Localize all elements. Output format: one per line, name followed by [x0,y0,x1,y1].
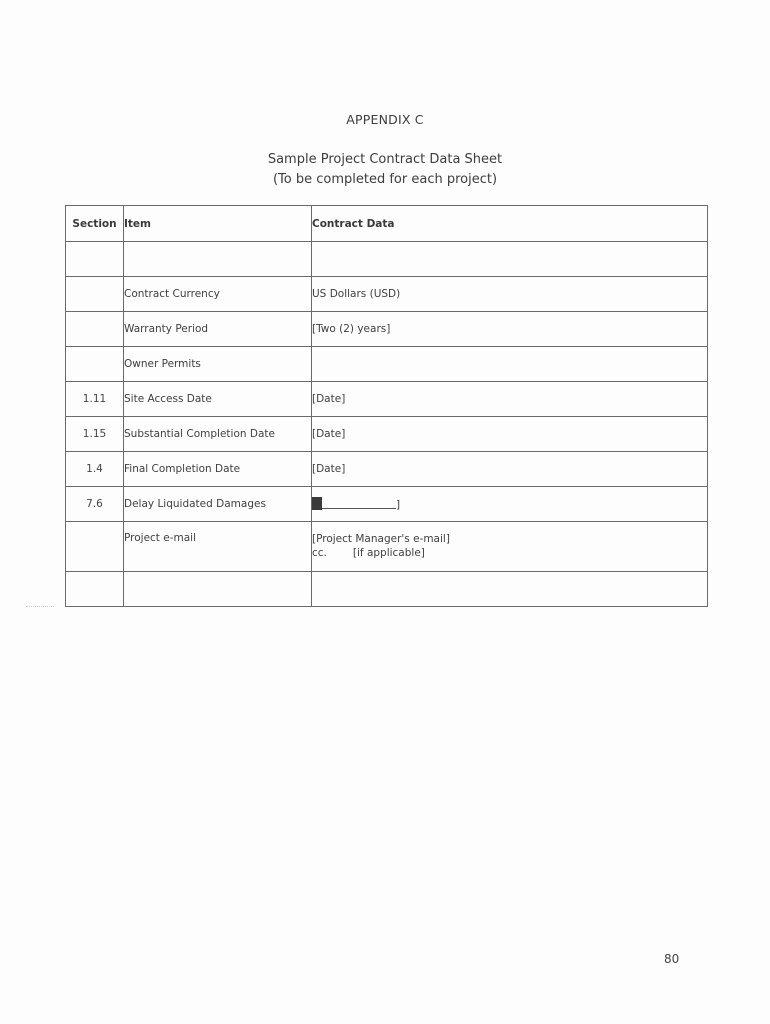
table-row [66,312,708,347]
sheet-title [0,150,770,190]
table-row [66,487,708,522]
redaction-mark [312,497,322,510]
row-section [66,312,124,347]
row-section: 1.11 [66,382,124,417]
header-contract-data: Contract Data [312,206,708,242]
cc-value: [if applicable] [352,547,425,559]
row-data: US Dollars (USD) [312,277,708,312]
table-row [66,382,708,417]
row-data [312,487,708,522]
table-header-row [66,206,708,242]
cc-label: cc. [312,547,327,559]
row-section [66,522,124,572]
page-number: 80 [664,952,680,966]
row-item: Final Completion Date [124,452,312,487]
row-data: [Date] [312,452,708,487]
table-row [66,572,708,607]
appendix-title: APPENDIX C [346,112,424,127]
row-item: Contract Currency [124,277,312,312]
table-row [66,452,708,487]
row-data: [Date] [312,382,708,417]
row-item: Warranty Period [124,312,312,347]
row-data [312,572,708,607]
row-section [66,347,124,382]
row-item: Delay Liquidated Damages [124,487,312,522]
row-data [312,242,708,277]
cc-line [312,546,707,560]
header-section: Section [66,206,124,242]
row-item: Site Access Date [124,382,312,417]
row-section [66,277,124,312]
row-data: [Two (2) years] [312,312,708,347]
row-section [66,572,124,607]
table-row [66,277,708,312]
scan-artifact [26,606,54,608]
row-section: 7.6 [66,487,124,522]
row-item: Substantial Completion Date [124,417,312,452]
sheet-subtitle-line: (To be completed for each project) [272,172,498,187]
row-item: Project e-mail [124,522,312,572]
table-row [66,522,708,572]
row-item: Owner Permits [124,347,312,382]
data-suffix: ] [396,499,401,511]
row-data [312,347,708,382]
row-section: 1.4 [66,452,124,487]
contract-data-table [65,205,708,607]
header-item: Item [124,206,312,242]
row-section [66,242,124,277]
table-row [66,417,708,452]
row-item [124,572,312,607]
project-manager-email: [Project Manager's e-mail] [312,533,450,545]
row-item [124,242,312,277]
sheet-title-line: Sample Project Contract Data Sheet [267,152,503,167]
row-section: 1.15 [66,417,124,452]
fill-in-blank [322,498,396,509]
row-data: [Date] [312,417,708,452]
table-row [66,347,708,382]
table-row [66,242,708,277]
row-data [312,522,708,572]
